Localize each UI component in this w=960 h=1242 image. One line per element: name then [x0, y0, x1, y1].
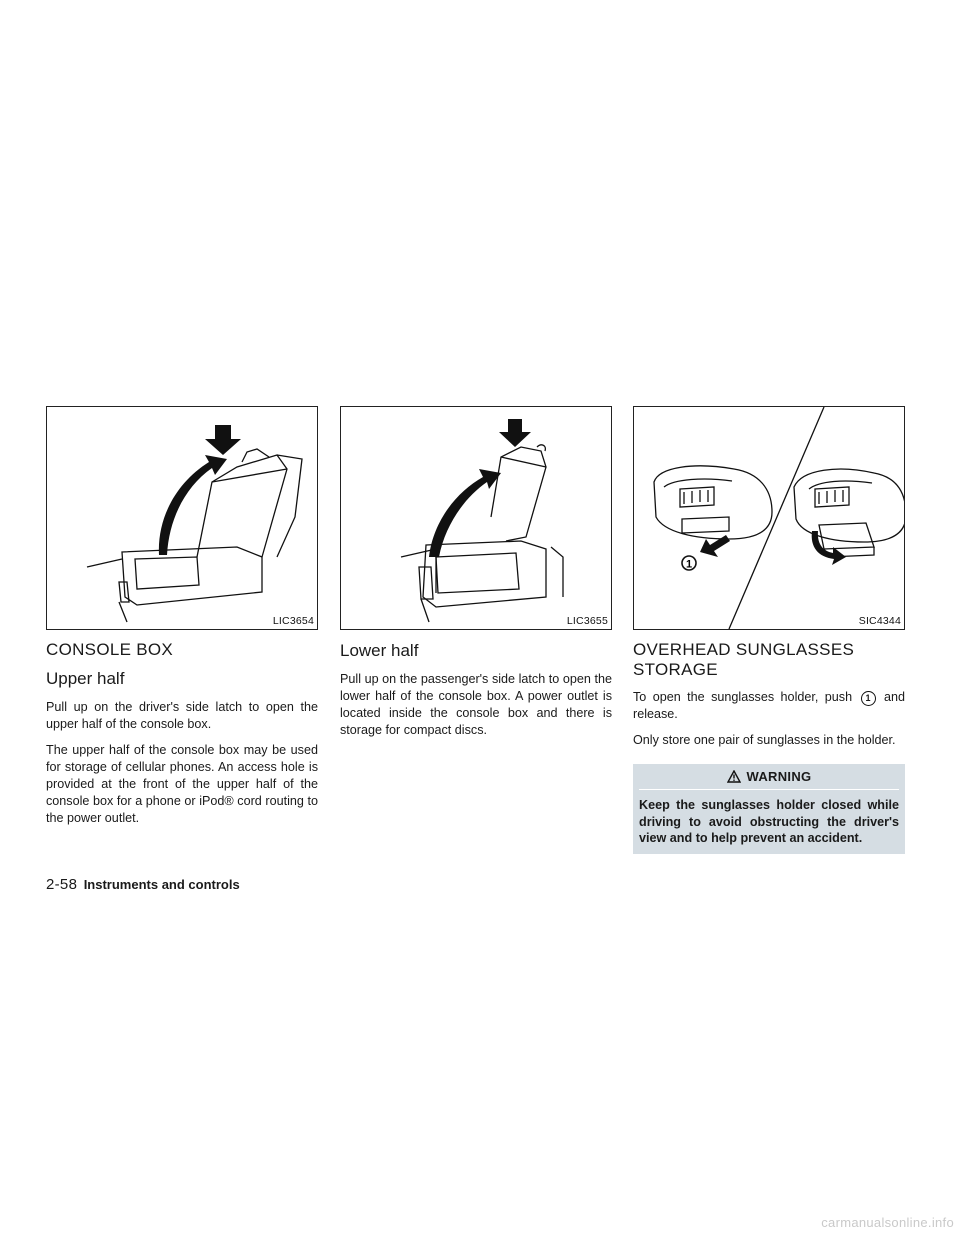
illustration-lower-half — [341, 407, 611, 629]
warning-box — [633, 764, 905, 854]
warning-triangle-icon — [727, 770, 741, 783]
column-sunglasses — [633, 406, 905, 854]
figure-lower-half — [340, 406, 612, 630]
figure-code: LIC3654 — [272, 615, 314, 627]
paragraph: The upper half of the console box may be used for storage of cellular phones. An access hole is provided at the front of the upper half of the console box for a phone or iPod® cord routing to the power outlet. — [46, 743, 318, 825]
figure-upper-half — [46, 406, 318, 630]
paragraph — [633, 689, 905, 723]
subheading-lower-half: Lower half — [340, 641, 419, 660]
warning-header — [639, 767, 899, 790]
paragraph: Only store one pair of sunglasses in the holder. — [633, 733, 896, 747]
illustration-upper-half — [47, 407, 317, 629]
page-footer — [46, 876, 240, 894]
section-heading-sunglasses-storage: OVERHEAD SUNGLASSES STORAGE — [633, 640, 855, 679]
callout-circle: 1 — [861, 691, 876, 706]
figure-sunglasses-holder — [633, 406, 905, 630]
paragraph: Pull up on the driver's side latch to open the upper half of the console box. — [46, 700, 318, 731]
watermark: carmanualsonline.info — [821, 1215, 954, 1230]
callout-number: 1 — [685, 558, 693, 571]
figure-code: SIC4344 — [858, 615, 901, 627]
paragraph-text: To open the sunglasses holder, push — [633, 690, 853, 704]
column-console-upper — [46, 406, 318, 827]
warning-text: Keep the sunglasses holder closed while driving to avoid obstructing the driver's view and to help prevent an accident. — [639, 798, 899, 845]
page-number: 2-58 — [46, 876, 78, 893]
paragraph: Pull up on the passenger's side latch to open the lower half of the console box. A power outlet is located inside the console box and there is storage for compact discs. — [340, 672, 612, 737]
section-heading-console-box: CONSOLE BOX — [46, 640, 174, 659]
footer-section-title: Instruments and controls — [83, 877, 240, 892]
subheading-upper-half: Upper half — [46, 669, 125, 688]
illustration-sunglasses-holder — [634, 407, 904, 629]
warning-title: WARNING — [746, 769, 812, 784]
paragraph-text: and release. — [633, 690, 906, 721]
figure-code: LIC3655 — [566, 615, 608, 627]
column-console-lower — [340, 406, 612, 739]
